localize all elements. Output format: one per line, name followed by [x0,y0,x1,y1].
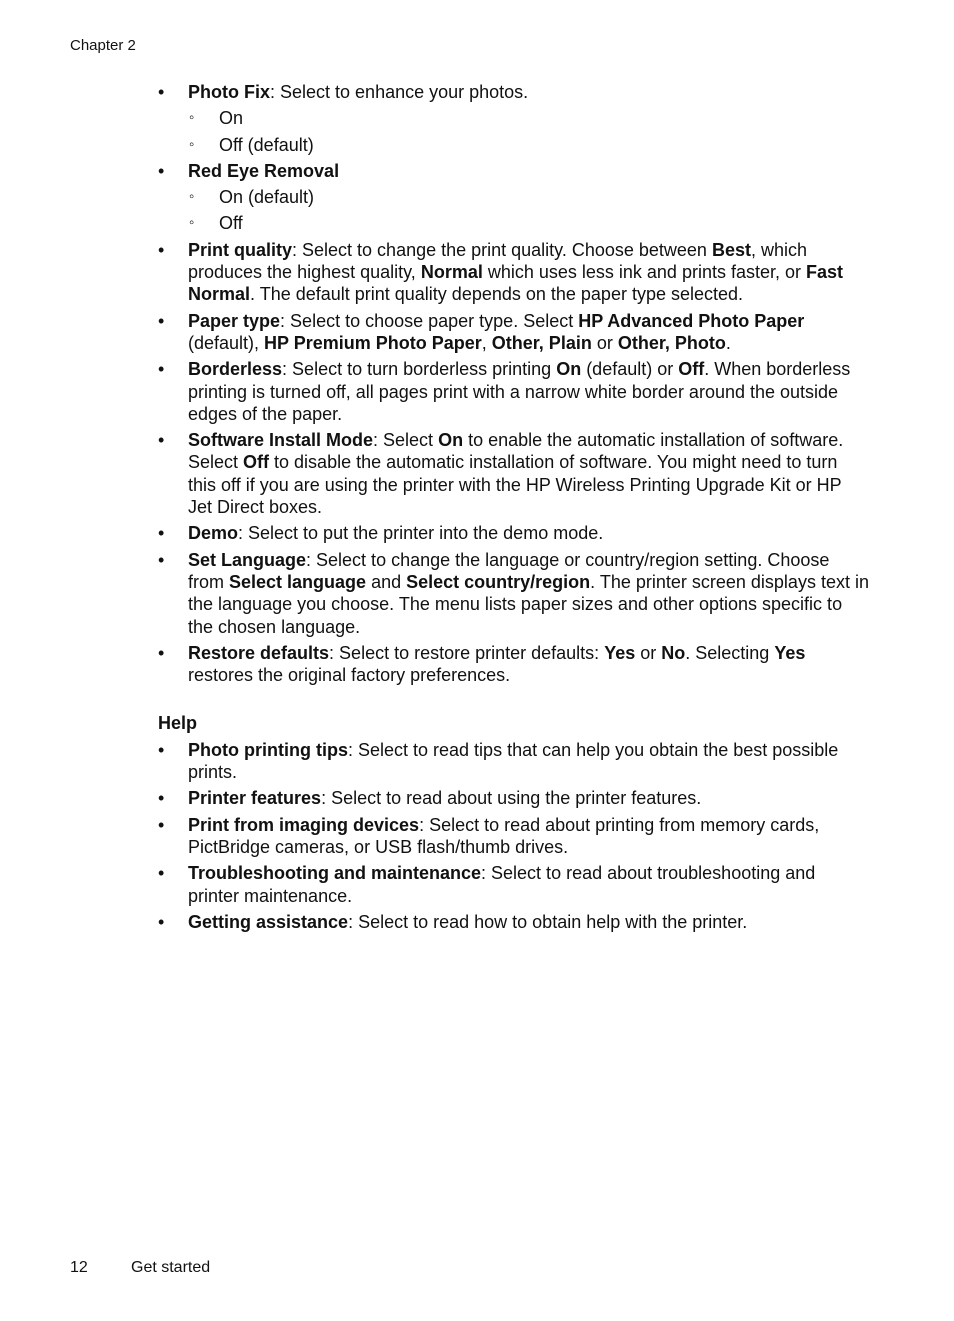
setting-keyword: Red Eye Removal [188,160,340,181]
setting-red-eye-removal [158,160,870,182]
setting-text: . When borderless printing is turned off, all pages print with a narrow white border around the outside edges of the paper. [188,359,851,424]
setting-text: . [725,332,731,353]
sub-option: ◦ Off (default) [158,134,870,156]
help-keyword: Troubleshooting and maintenance [188,863,482,884]
setting-text: and [366,571,407,592]
setting-text: , [481,332,492,353]
setting-text: , which produces the highest quality, [188,239,807,283]
setting-text: which uses less ink and prints faster, or [482,262,806,283]
setting-text: . Selecting [685,642,775,663]
setting-paper-type [158,310,870,355]
help-text: : Select to read tips that can help you obtain the best possible prints. [188,739,839,783]
option-keyword: On [438,430,464,451]
help-keyword: Printer features [188,788,322,809]
setting-text: (default), [188,332,265,353]
setting-demo [158,522,870,544]
setting-keyword: Restore defaults [188,642,330,663]
help-text: : Select to read how to obtain help with the printer. [348,911,748,932]
help-text: : Select to read about using the printer features. [321,788,702,809]
setting-text: to enable the automatic installation of software. Select [188,430,844,473]
option-keyword: On [556,359,582,380]
setting-software-install-mode [158,429,870,518]
option-keyword: Other, Photo [617,332,726,353]
document-body [158,81,870,937]
option-keyword: Fast Normal [188,262,844,305]
setting-keyword: Software Install Mode [188,430,374,451]
setting-text: . The printer screen displays text in the language you choose. The menu lists paper sizes and other options specific to the chosen language. [188,571,869,637]
help-item [158,862,870,907]
sub-option: ◦ On [158,107,870,129]
setting-text: : Select to change the print quality. Choose between [292,239,712,260]
setting-borderless [158,358,870,425]
option-keyword: Yes [604,642,636,663]
setting-text: : Select to enhance your photos. [270,82,529,102]
option-keyword: Select country/region [406,571,591,592]
sub-option: ◦ On (default) [158,186,870,208]
help-item [158,739,870,784]
option-keyword: Other, Plain [491,332,592,353]
help-keyword: Photo printing tips [188,739,348,760]
help-item [158,911,870,933]
setting-keyword: Photo Fix [188,82,270,102]
help-keyword: Print from imaging devices [188,814,420,835]
footer-section-label: Get started [131,1259,211,1276]
option-keyword: Off [243,452,270,473]
setting-text: : Select to put the printer into the demo mode. [238,523,604,544]
setting-keyword: Print quality [188,239,293,260]
setting-text: restores the original factory preferences. [188,665,511,686]
setting-keyword: Demo [188,523,239,544]
setting-keyword: Borderless [188,359,283,380]
option-keyword: Best [711,239,751,260]
setting-text: : Select to choose paper type. Select [280,310,579,331]
setting-photo-fix [158,81,870,103]
help-keyword: Getting assistance [188,911,349,932]
setting-print-quality [158,239,870,306]
help-item [158,787,870,809]
setting-text: (default) or [581,359,679,380]
setting-text: : Select to restore printer defaults: [329,642,605,663]
setting-set-language [158,549,870,638]
setting-keyword: Set Language [188,549,307,570]
help-heading: Help [158,713,198,734]
help-item [158,814,870,859]
setting-text: : Select to turn borderless printing [282,359,557,380]
sub-option: ◦ Off [158,212,870,234]
setting-text: : Select [373,430,439,451]
setting-text: or [635,642,662,663]
option-keyword: Select language [229,571,367,592]
page-number: 12 [70,1259,88,1276]
chapter-header: Chapter 2 [70,37,136,54]
option-keyword: Yes [774,642,806,663]
help-text: : Select to read about troubleshooting and printer maintenance. [188,863,816,906]
option-keyword: Off [678,359,705,380]
setting-restore-defaults [158,642,870,687]
setting-text: : Select to change the language or country/region setting. Choose from [188,549,830,592]
setting-text: . The default print quality depends on the paper type selected. [250,284,744,305]
setting-text: to disable the automatic installation of software. You might need to turn this off if you are using the printer with the HP Wireless Printing Upgrade Kit or HP Jet Direct boxes. [188,452,842,518]
setting-text: or [591,332,618,353]
setting-keyword: Paper type [188,310,281,331]
option-keyword: Normal [420,262,483,283]
option-keyword: No [661,642,686,663]
help-text: : Select to read about printing from memory cards, PictBridge cameras, or USB flash/thumb drives. [188,814,820,857]
option-keyword: HP Advanced Photo Paper [578,310,805,331]
option-keyword: HP Premium Photo Paper [264,332,482,353]
